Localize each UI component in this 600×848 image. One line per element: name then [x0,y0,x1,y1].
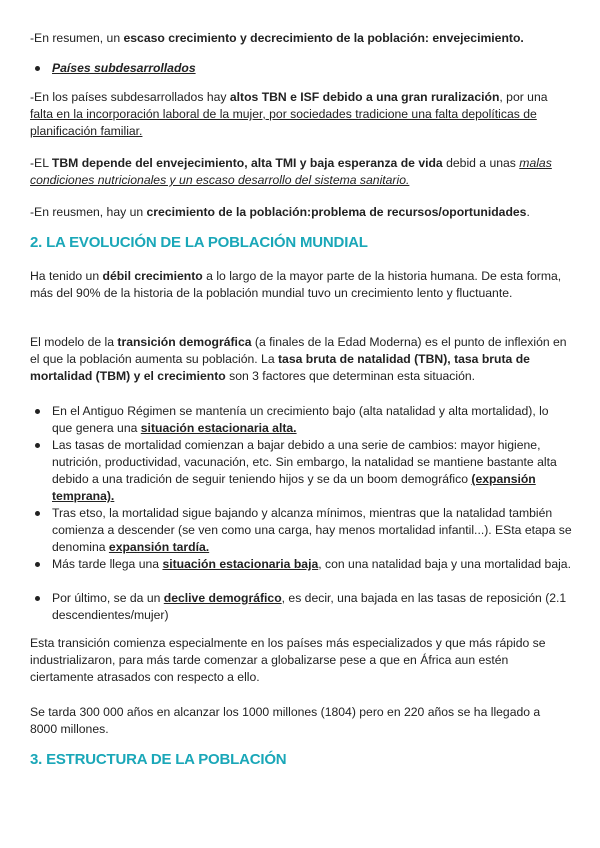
bold-text: escaso crecimiento y decrecimiento de la población: envejecimiento. [123,31,524,45]
text: Tras etso, la mortalidad sigue bajando y alcanza mínimos, mientras que la natalidad también comienza a descender (se ven como una carga, hay menos mortalidad infantil...). ESta etapa se denomina [52,506,572,554]
paragraph-underdeveloped-tbm [30,155,570,189]
text: son 3 factores que determinan esta situación. [225,369,476,383]
subheading-underdeveloped [52,60,572,77]
text: . [526,205,530,219]
text: -En los países subdesarrollados hay [30,90,230,104]
text: Las tasas de mortalidad comienzan a bajar debido a una serie de cambios: mayor higiene, nutrición, productividad, vacunación, etc. Sin embargo, la natalidad se mantiene bastante alta debido a una tradición de seguir teniendo hijos y se da un boom demográfico [52,438,557,486]
text: -EL [30,156,52,170]
text: , con una natalidad baja y una mortalidad baja. [318,557,571,571]
paragraph-summary-developed [30,30,570,47]
text: En el Antiguo Régimen se mantenía un crecimiento bajo (alta natalidad y alta mortalidad), lo que genera una [52,404,549,435]
bold-underlined-text: situación estacionaria alta. [140,421,297,435]
list-item [52,437,572,505]
text: , por una [499,90,548,104]
paragraph-weak-growth [30,268,570,302]
paragraph-transition-countries: Esta transición comienza especialmente en los países más especializados y que más rápido se industrializaron, para más tarde comenzar a globalizarse pese a que en África aun estén ciertamente atrasados con respecto a ello. [30,636,546,684]
bold-text: transición demográfica [117,335,252,349]
text: (a finales de la Edad Moderna) es el punto de inflexión en el que la población aumenta su población. La [30,335,567,366]
bold-text: TBM depende del envejecimiento, alta TMI y baja esperanza de vida [51,156,443,170]
bold-underlined-text: expansión tardía. [108,540,210,554]
text: a lo largo de la mayor parte de la historia humana. De esta forma, más del 90% de la historia de la población mundial tuvo un crecimiento lento y fluctuante. [30,269,562,300]
text: Más tarde llega una [52,557,163,571]
text: -En reusmen, hay un [30,205,147,219]
bold-underlined-text: declive demográfico [163,591,282,605]
underlined-text: falta en la incorporación laboral de la mujer, por sociedades tradicione una falta depolíticas de planificación familiar. [30,107,537,138]
list-item [52,505,572,556]
list-item [52,556,572,573]
bold-underlined-text: (expansión temprana). [52,472,536,503]
paragraph-summary-underdeveloped [30,204,570,221]
paragraph-underdeveloped-tbn [30,89,570,140]
bold-text: débil crecimiento [102,269,203,283]
paragraph-demographic-transition [30,334,570,385]
section-heading-3: 3. ESTRUCTURA DE LA POBLACIÓN [30,751,287,768]
list-item [52,590,572,624]
list-item [52,403,572,437]
bold-text: altos TBN e ISF debido a una gran ruralización [229,90,500,104]
section-heading-2: 2. LA EVOLUCIÓN DE LA POBLACIÓN MUNDIAL [30,234,368,251]
paragraph-population-milestones: Se tarda 300 000 años en alcanzar los 1000 millones (1804) pero en 220 años se ha llegado a 8000 millones. [30,705,541,736]
text: Por último, se da un [52,591,164,605]
text: El modelo de la [30,335,118,349]
subheading-text: Países subdesarrollados [52,61,196,75]
text: Ha tenido un [30,269,103,283]
text: , es decir, una bajada en las tasas de reposición (2.1 descendientes/mujer) [52,591,567,622]
text: debid a unas [442,156,520,170]
bold-text: tasa bruta de natalidad (TBN), tasa bruta de mortalidad (TBM) y el crecimiento [30,352,530,383]
bold-underlined-text: situación estacionaria baja [162,557,319,571]
italic-underlined-text: malas condiciones nutricionales y un escaso desarrollo del sistema sanitario. [30,156,552,187]
bold-text: crecimiento de la población:problema de recursos/oportunidades [146,205,527,219]
text: -En resumen, un [30,31,124,45]
